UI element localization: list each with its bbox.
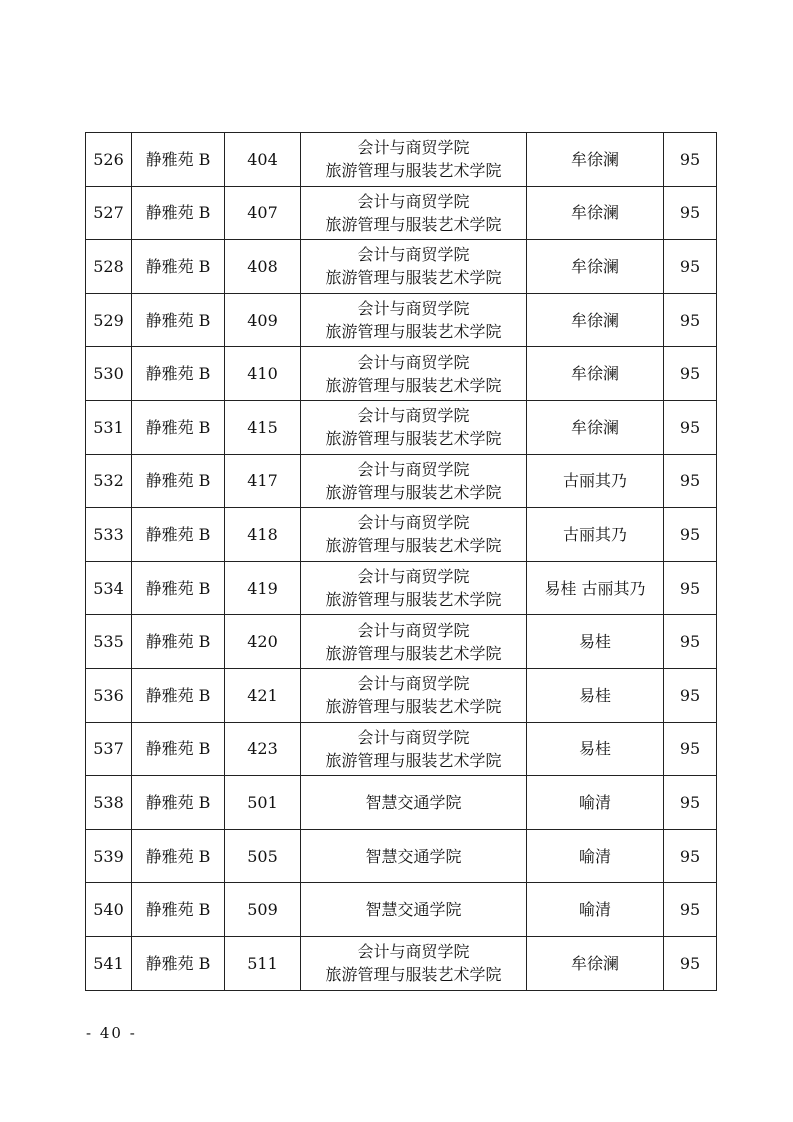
room-number-cell: 423 (225, 722, 301, 776)
table-row (86, 240, 717, 294)
college-name: 旅游管理与服装艺术学院 (325, 482, 502, 502)
counselor-cell: 古丽其乃 (527, 454, 664, 508)
college-cell (301, 936, 527, 990)
row-number-cell: 540 (86, 883, 132, 937)
table-row (86, 508, 717, 562)
building-cell: 静雅苑 B (132, 615, 225, 669)
college-cell (301, 776, 527, 830)
college-name: 旅游管理与服装艺术学院 (325, 750, 502, 770)
counselor-cell: 牟徐澜 (527, 186, 664, 240)
counselor-cell: 易桂 (527, 615, 664, 669)
score-cell: 95 (664, 454, 717, 508)
score-cell: 95 (664, 347, 717, 401)
row-number-cell: 527 (86, 186, 132, 240)
room-number-cell: 408 (225, 240, 301, 294)
building-cell: 静雅苑 B (132, 936, 225, 990)
college-name: 会计与商贸学院 (357, 138, 470, 158)
row-number-cell: 533 (86, 508, 132, 562)
building-cell: 静雅苑 B (132, 829, 225, 883)
counselor-cell: 易桂 古丽其乃 (527, 561, 664, 615)
table-row (86, 133, 717, 187)
table-row (86, 829, 717, 883)
room-number-cell: 505 (225, 829, 301, 883)
college-name: 旅游管理与服装艺术学院 (325, 965, 502, 985)
building-cell: 静雅苑 B (132, 240, 225, 294)
table-row (86, 883, 717, 937)
college-cell (301, 615, 527, 669)
score-cell: 95 (664, 615, 717, 669)
counselor-cell: 喻清 (527, 829, 664, 883)
room-number-cell: 420 (225, 615, 301, 669)
room-number-cell: 415 (225, 400, 301, 454)
college-name: 会计与商贸学院 (357, 352, 470, 372)
score-cell: 95 (664, 668, 717, 722)
college-name: 智慧交通学院 (365, 846, 462, 866)
counselor-cell: 牟徐澜 (527, 400, 664, 454)
college-cell (301, 347, 527, 401)
score-cell: 95 (664, 722, 717, 776)
counselor-cell: 牟徐澜 (527, 936, 664, 990)
college-name: 旅游管理与服装艺术学院 (325, 697, 502, 717)
college-cell (301, 454, 527, 508)
score-cell: 95 (664, 240, 717, 294)
college-name: 会计与商贸学院 (357, 620, 470, 640)
table-body (86, 133, 717, 991)
row-number-cell: 529 (86, 293, 132, 347)
building-cell: 静雅苑 B (132, 883, 225, 937)
score-cell: 95 (664, 186, 717, 240)
table-row (86, 561, 717, 615)
row-number-cell: 535 (86, 615, 132, 669)
college-name: 会计与商贸学院 (357, 942, 470, 962)
building-cell: 静雅苑 B (132, 722, 225, 776)
score-cell: 95 (664, 561, 717, 615)
college-name: 会计与商贸学院 (357, 674, 470, 694)
table-row (86, 347, 717, 401)
counselor-cell: 牟徐澜 (527, 133, 664, 187)
college-name: 会计与商贸学院 (357, 245, 470, 265)
table-row (86, 722, 717, 776)
college-cell (301, 293, 527, 347)
row-number-cell: 539 (86, 829, 132, 883)
college-name: 旅游管理与服装艺术学院 (325, 643, 502, 663)
table-row (86, 454, 717, 508)
row-number-cell: 541 (86, 936, 132, 990)
college-name: 会计与商贸学院 (357, 567, 470, 587)
college-name: 旅游管理与服装艺术学院 (325, 214, 502, 234)
counselor-cell: 牟徐澜 (527, 240, 664, 294)
building-cell: 静雅苑 B (132, 668, 225, 722)
building-cell: 静雅苑 B (132, 561, 225, 615)
college-cell (301, 240, 527, 294)
college-cell (301, 400, 527, 454)
building-cell: 静雅苑 B (132, 347, 225, 401)
room-number-cell: 511 (225, 936, 301, 990)
score-cell: 95 (664, 883, 717, 937)
score-cell: 95 (664, 829, 717, 883)
college-cell (301, 186, 527, 240)
college-name: 会计与商贸学院 (357, 191, 470, 211)
room-number-cell: 409 (225, 293, 301, 347)
counselor-cell: 牟徐澜 (527, 293, 664, 347)
room-number-cell: 404 (225, 133, 301, 187)
room-number-cell: 501 (225, 776, 301, 830)
college-name: 旅游管理与服装艺术学院 (325, 268, 502, 288)
college-cell (301, 561, 527, 615)
college-cell (301, 668, 527, 722)
room-number-cell: 407 (225, 186, 301, 240)
college-cell (301, 508, 527, 562)
building-cell: 静雅苑 B (132, 400, 225, 454)
counselor-cell: 牟徐澜 (527, 347, 664, 401)
college-name: 旅游管理与服装艺术学院 (325, 375, 502, 395)
room-number-cell: 419 (225, 561, 301, 615)
table-row (86, 936, 717, 990)
college-cell (301, 133, 527, 187)
college-name: 会计与商贸学院 (357, 406, 470, 426)
score-cell: 95 (664, 133, 717, 187)
counselor-cell: 易桂 (527, 722, 664, 776)
college-name: 会计与商贸学院 (357, 459, 470, 479)
score-cell: 95 (664, 776, 717, 830)
college-name: 旅游管理与服装艺术学院 (325, 536, 502, 556)
college-cell (301, 722, 527, 776)
room-number-cell: 417 (225, 454, 301, 508)
row-number-cell: 526 (86, 133, 132, 187)
building-cell: 静雅苑 B (132, 776, 225, 830)
room-number-cell: 421 (225, 668, 301, 722)
college-cell (301, 829, 527, 883)
page-number: - 40 - (86, 1024, 137, 1042)
table-row (86, 293, 717, 347)
building-cell: 静雅苑 B (132, 133, 225, 187)
dormitory-score-table (85, 132, 717, 991)
row-number-cell: 531 (86, 400, 132, 454)
building-cell: 静雅苑 B (132, 508, 225, 562)
college-name: 会计与商贸学院 (357, 513, 470, 533)
room-number-cell: 509 (225, 883, 301, 937)
row-number-cell: 532 (86, 454, 132, 508)
table-row (86, 186, 717, 240)
college-name: 旅游管理与服装艺术学院 (325, 161, 502, 181)
college-name: 旅游管理与服装艺术学院 (325, 429, 502, 449)
building-cell: 静雅苑 B (132, 454, 225, 508)
room-number-cell: 410 (225, 347, 301, 401)
counselor-cell: 喻清 (527, 776, 664, 830)
row-number-cell: 538 (86, 776, 132, 830)
counselor-cell: 喻清 (527, 883, 664, 937)
college-name: 会计与商贸学院 (357, 299, 470, 319)
college-name: 旅游管理与服装艺术学院 (325, 590, 502, 610)
row-number-cell: 536 (86, 668, 132, 722)
college-cell (301, 883, 527, 937)
college-name: 会计与商贸学院 (357, 727, 470, 747)
score-cell: 95 (664, 293, 717, 347)
building-cell: 静雅苑 B (132, 186, 225, 240)
table-row (86, 776, 717, 830)
score-cell: 95 (664, 508, 717, 562)
counselor-cell: 易桂 (527, 668, 664, 722)
table-row (86, 615, 717, 669)
college-name: 智慧交通学院 (365, 792, 462, 812)
room-number-cell: 418 (225, 508, 301, 562)
building-cell: 静雅苑 B (132, 293, 225, 347)
college-name: 旅游管理与服装艺术学院 (325, 322, 502, 342)
score-cell: 95 (664, 400, 717, 454)
row-number-cell: 537 (86, 722, 132, 776)
row-number-cell: 530 (86, 347, 132, 401)
row-number-cell: 528 (86, 240, 132, 294)
score-cell: 95 (664, 936, 717, 990)
table-row (86, 400, 717, 454)
college-name: 智慧交通学院 (365, 900, 462, 920)
row-number-cell: 534 (86, 561, 132, 615)
counselor-cell: 古丽其乃 (527, 508, 664, 562)
table-row (86, 668, 717, 722)
